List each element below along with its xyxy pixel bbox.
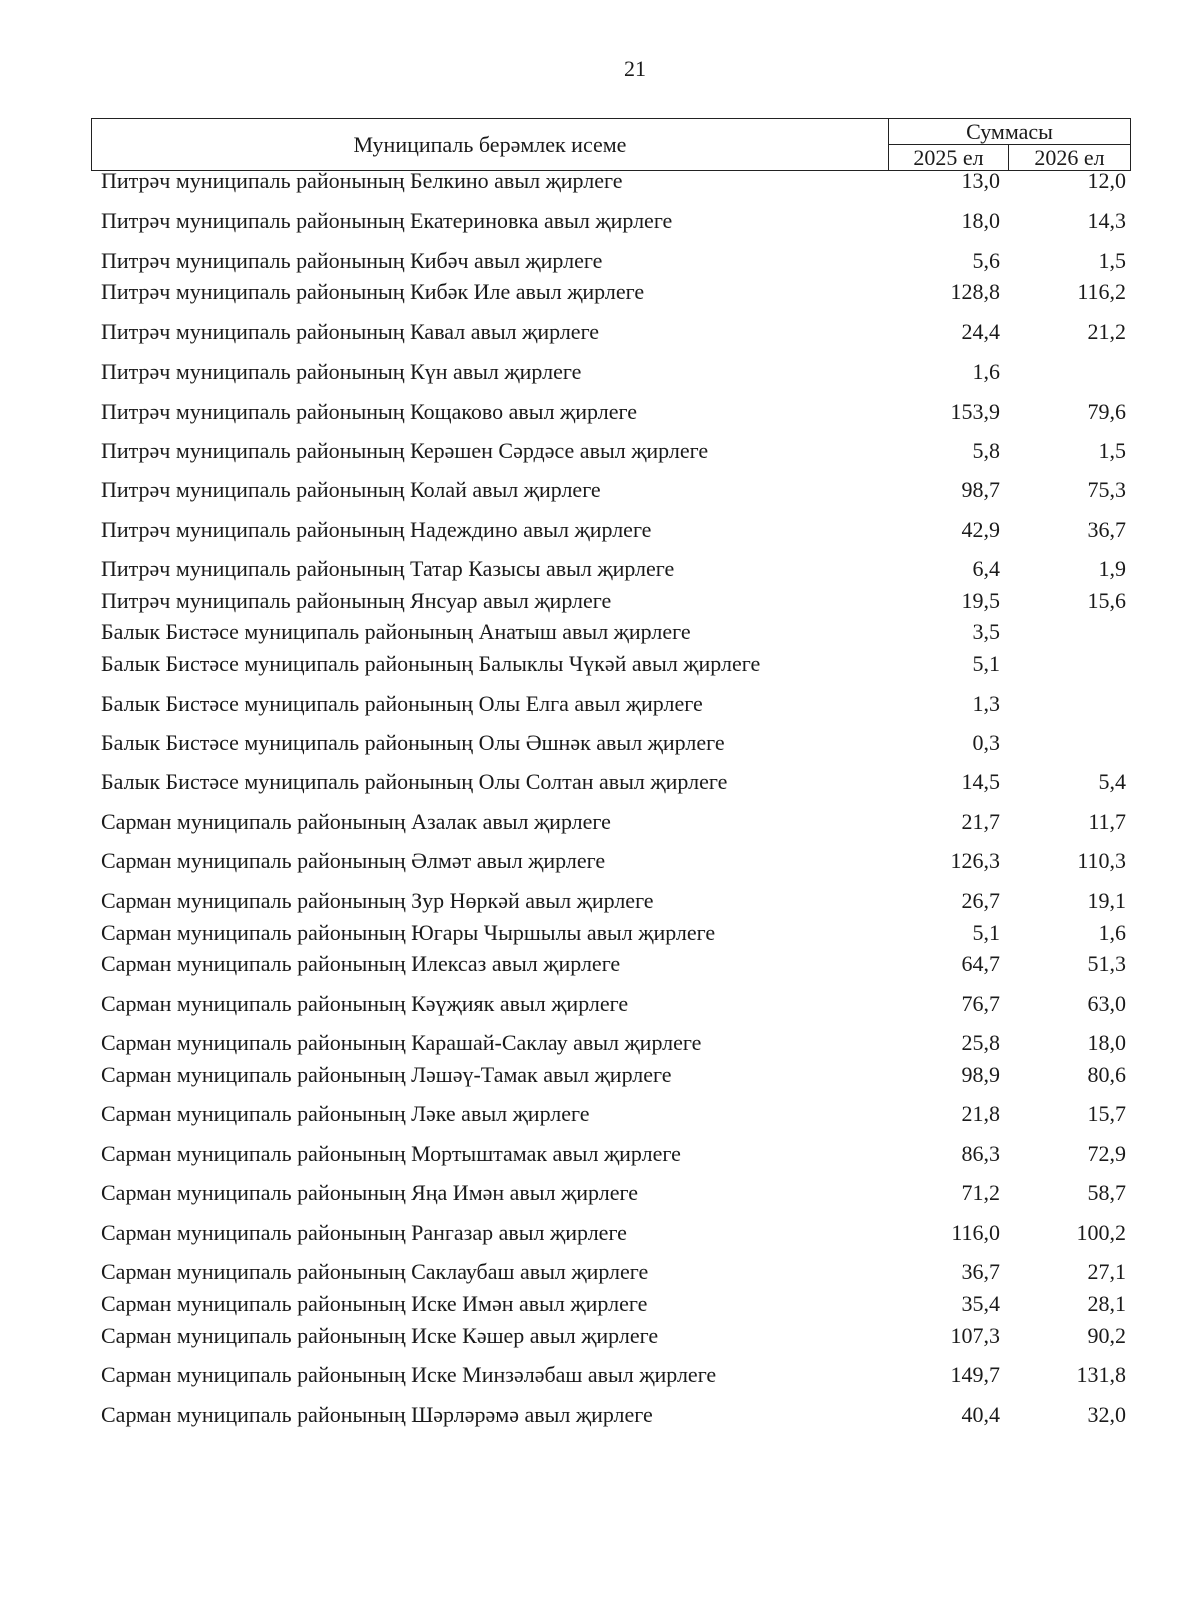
amount-2026: 5,4: [1098, 769, 1126, 794]
amount-2026: 72,9: [1087, 1141, 1126, 1166]
municipality-name: Балык Бистәсе муниципаль районының Олы Әшнәк авыл җирлеге: [101, 730, 725, 755]
amount-2026: 28,1: [1087, 1291, 1126, 1316]
amount-2025: 116,0: [951, 1220, 1000, 1245]
amount-2025: 18,0: [961, 208, 1000, 233]
amount-2025: 71,2: [961, 1180, 1000, 1205]
table-row: [0, 317, 1200, 347]
amount-2025: 35,4: [961, 1291, 1000, 1316]
municipality-name: Сарман муниципаль районының Иске Имән авыл җирлеге: [101, 1291, 648, 1316]
table-row: [0, 1289, 1200, 1319]
amount-2025: 128,8: [950, 279, 1000, 304]
amount-2026: 79,6: [1087, 399, 1126, 424]
municipality-name: Питрәч муниципаль районының Кибәч авыл җирлеге: [101, 248, 603, 273]
amount-2025: 1,3: [972, 691, 1000, 716]
amount-2025: 6,4: [972, 556, 1000, 581]
amount-2026: 1,9: [1098, 556, 1126, 581]
amount-2025: 5,1: [972, 920, 1000, 945]
amount-2025: 13,0: [961, 168, 1000, 193]
table-row: [0, 689, 1200, 719]
amount-2026: 1,6: [1098, 920, 1126, 945]
amount-2026: 90,2: [1087, 1323, 1126, 1348]
amount-2025: 26,7: [961, 888, 1000, 913]
municipality-name: Питрәч муниципаль районының Екатериновка авыл җирлеге: [101, 208, 673, 233]
table-row: [0, 357, 1200, 387]
table-row: [0, 277, 1200, 307]
amount-2025: 24,4: [961, 319, 1000, 344]
municipality-name: Питрәч муниципаль районының Янсуар авыл җирлеге: [101, 588, 612, 613]
municipality-name: Питрәч муниципаль районының Кибәк Иле авыл җирлеге: [101, 279, 645, 304]
table-row: [0, 1099, 1200, 1129]
municipality-name: Сарман муниципаль районының Кәүҗияк авыл җирлеге: [101, 991, 629, 1016]
amount-2026: 18,0: [1087, 1030, 1126, 1055]
table-row: [0, 1178, 1200, 1208]
amount-2026: 58,7: [1087, 1180, 1126, 1205]
table-row: [0, 617, 1200, 647]
table-row: [0, 397, 1200, 427]
municipality-name: Сарман муниципаль районының Шәрләрәмә авыл җирлеге: [101, 1402, 653, 1427]
table-row: [0, 1257, 1200, 1287]
municipality-name: Питрәч муниципаль районының Татар Казысы авыл җирлеге: [101, 556, 675, 581]
municipality-name: Сарман муниципаль районының Ләшәү-Тамак авыл җирлеге: [101, 1062, 672, 1087]
municipality-name: Сарман муниципаль районының Иске Минзәләбаш авыл җирлеге: [101, 1362, 717, 1387]
amount-2026: 21,2: [1087, 319, 1126, 344]
amount-2026: 15,6: [1087, 588, 1126, 613]
table-row: [0, 586, 1200, 616]
amount-2025: 25,8: [961, 1030, 1000, 1055]
amount-2026: 32,0: [1087, 1402, 1126, 1427]
amount-2026: 36,7: [1087, 517, 1126, 542]
municipality-name: Питрәч муниципаль районының Белкино авыл җирлеге: [101, 168, 623, 193]
amount-2026: 80,6: [1087, 1062, 1126, 1087]
table-row: [0, 436, 1200, 466]
amount-2025: 21,7: [961, 809, 1000, 834]
amount-2026: 1,5: [1098, 248, 1126, 273]
table-row: [0, 475, 1200, 505]
amount-2025: 98,9: [961, 1062, 1000, 1087]
amount-2025: 98,7: [961, 477, 1000, 502]
amount-2025: 107,3: [950, 1323, 1000, 1348]
header-year-2025: 2025 ел: [889, 145, 1009, 170]
amount-2026: 15,7: [1087, 1101, 1126, 1126]
table-row: [0, 1028, 1200, 1058]
municipality-name: Питрәч муниципаль районының Күн авыл җирлеге: [101, 359, 582, 384]
table-row: [0, 846, 1200, 876]
amount-2026: 11,7: [1088, 809, 1126, 834]
amount-2025: 5,8: [972, 438, 1000, 463]
amount-2026: 63,0: [1087, 991, 1126, 1016]
table-row: [0, 554, 1200, 584]
amount-2026: 51,3: [1087, 951, 1126, 976]
amount-2026: 1,5: [1098, 438, 1126, 463]
municipality-name: Сарман муниципаль районының Ләке авыл җирлеге: [101, 1101, 590, 1126]
amount-2025: 21,8: [961, 1101, 1000, 1126]
table-row: [0, 1321, 1200, 1351]
table-row: [0, 206, 1200, 236]
municipality-name: Питрәч муниципаль районының Надеждино авыл җирлеге: [101, 517, 652, 542]
municipality-name: Сарман муниципаль районының Яңа Имән авыл җирлеге: [101, 1180, 638, 1205]
amount-2025: 1,6: [972, 359, 1000, 384]
municipality-name: Сарман муниципаль районының Азалак авыл җирлеге: [101, 809, 611, 834]
municipality-name: Сарман муниципаль районының Мортыштамак авыл җирлеге: [101, 1141, 681, 1166]
municipality-name: Сарман муниципаль районының Зур Нөркәй авыл җирлеге: [101, 888, 654, 913]
amount-2026: 19,1: [1087, 888, 1126, 913]
table-row: [0, 949, 1200, 979]
table-row: [0, 166, 1200, 196]
municipality-name: Балык Бистәсе муниципаль районының Балыклы Чүкәй авыл җирлеге: [101, 651, 761, 676]
table-row: [0, 246, 1200, 276]
amount-2026: 131,8: [1076, 1362, 1126, 1387]
amount-2025: 149,7: [950, 1362, 1000, 1387]
municipality-name: Балык Бистәсе муниципаль районының Олы Елга авыл җирлеге: [101, 691, 703, 716]
table-row: [0, 989, 1200, 1019]
header-sum-column: Суммасы: [889, 119, 1130, 145]
table-row: [0, 807, 1200, 837]
amount-2025: 126,3: [950, 848, 1000, 873]
table-row: [0, 1400, 1200, 1430]
municipality-name: Сарман муниципаль районының Иске Кәшер авыл җирлеге: [101, 1323, 659, 1348]
amount-2026: 110,3: [1077, 848, 1126, 873]
amount-2026: 27,1: [1087, 1259, 1126, 1284]
municipality-name: Балык Бистәсе муниципаль районының Олы Солтан авыл җирлеге: [101, 769, 728, 794]
amount-2025: 19,5: [961, 588, 1000, 613]
header-name-column: Муниципаль берәмлек исеме: [92, 119, 889, 170]
municipality-name: Питрәч муниципаль районының Кощаково авыл җирлеге: [101, 399, 637, 424]
table-row: [0, 1360, 1200, 1390]
amount-2025: 64,7: [961, 951, 1000, 976]
header-year-2026: 2026 ел: [1034, 145, 1105, 170]
amount-2025: 36,7: [961, 1259, 1000, 1284]
amount-2026: 100,2: [1076, 1220, 1126, 1245]
municipality-name: Балык Бистәсе муниципаль районының Анатыш авыл җирлеге: [101, 619, 691, 644]
amount-2025: 76,7: [961, 991, 1000, 1016]
amount-2025: 40,4: [961, 1402, 1000, 1427]
table-row: [0, 649, 1200, 679]
amount-2025: 3,5: [972, 619, 1000, 644]
amount-2025: 5,6: [972, 248, 1000, 273]
municipality-name: Сарман муниципаль районының Саклаубаш авыл җирлеге: [101, 1259, 649, 1284]
table-header: [91, 118, 1131, 171]
table-row: [0, 728, 1200, 758]
table-row: [0, 1218, 1200, 1248]
amount-2026: 75,3: [1087, 477, 1126, 502]
amount-2025: 153,9: [950, 399, 1000, 424]
table-row: [0, 1060, 1200, 1090]
table-row: [0, 886, 1200, 916]
amount-2025: 42,9: [961, 517, 1000, 542]
municipality-name: Сарман муниципаль районының Рангазар авыл җирлеге: [101, 1220, 627, 1245]
municipality-name: Питрәч муниципаль районының Кавал авыл җирлеге: [101, 319, 600, 344]
page-number: 21: [624, 56, 646, 81]
amount-2025: 0,3: [972, 730, 1000, 755]
table-row: [0, 767, 1200, 797]
table-row: [0, 1139, 1200, 1169]
municipality-name: Сарман муниципаль районының Илексаз авыл җирлеге: [101, 951, 621, 976]
amount-2025: 14,5: [961, 769, 1000, 794]
amount-2025: 86,3: [961, 1141, 1000, 1166]
municipality-name: Сарман муниципаль районының Карашай-Саклау авыл җирлеге: [101, 1030, 702, 1055]
municipality-name: Питрәч муниципаль районының Колай авыл җирлеге: [101, 477, 601, 502]
amount-2026: 116,2: [1077, 279, 1126, 304]
table-row: [0, 515, 1200, 545]
municipality-name: Питрәч муниципаль районының Керәшен Сәрдәсе авыл җирлеге: [101, 438, 709, 463]
amount-2026: 12,0: [1087, 168, 1126, 193]
municipality-name: Сарман муниципаль районының Әлмәт авыл җирлеге: [101, 848, 606, 873]
municipality-name: Сарман муниципаль районының Югары Чыршылы авыл җирлеге: [101, 920, 716, 945]
amount-2026: 14,3: [1087, 208, 1126, 233]
amount-2025: 5,1: [972, 651, 1000, 676]
table-row: [0, 918, 1200, 948]
